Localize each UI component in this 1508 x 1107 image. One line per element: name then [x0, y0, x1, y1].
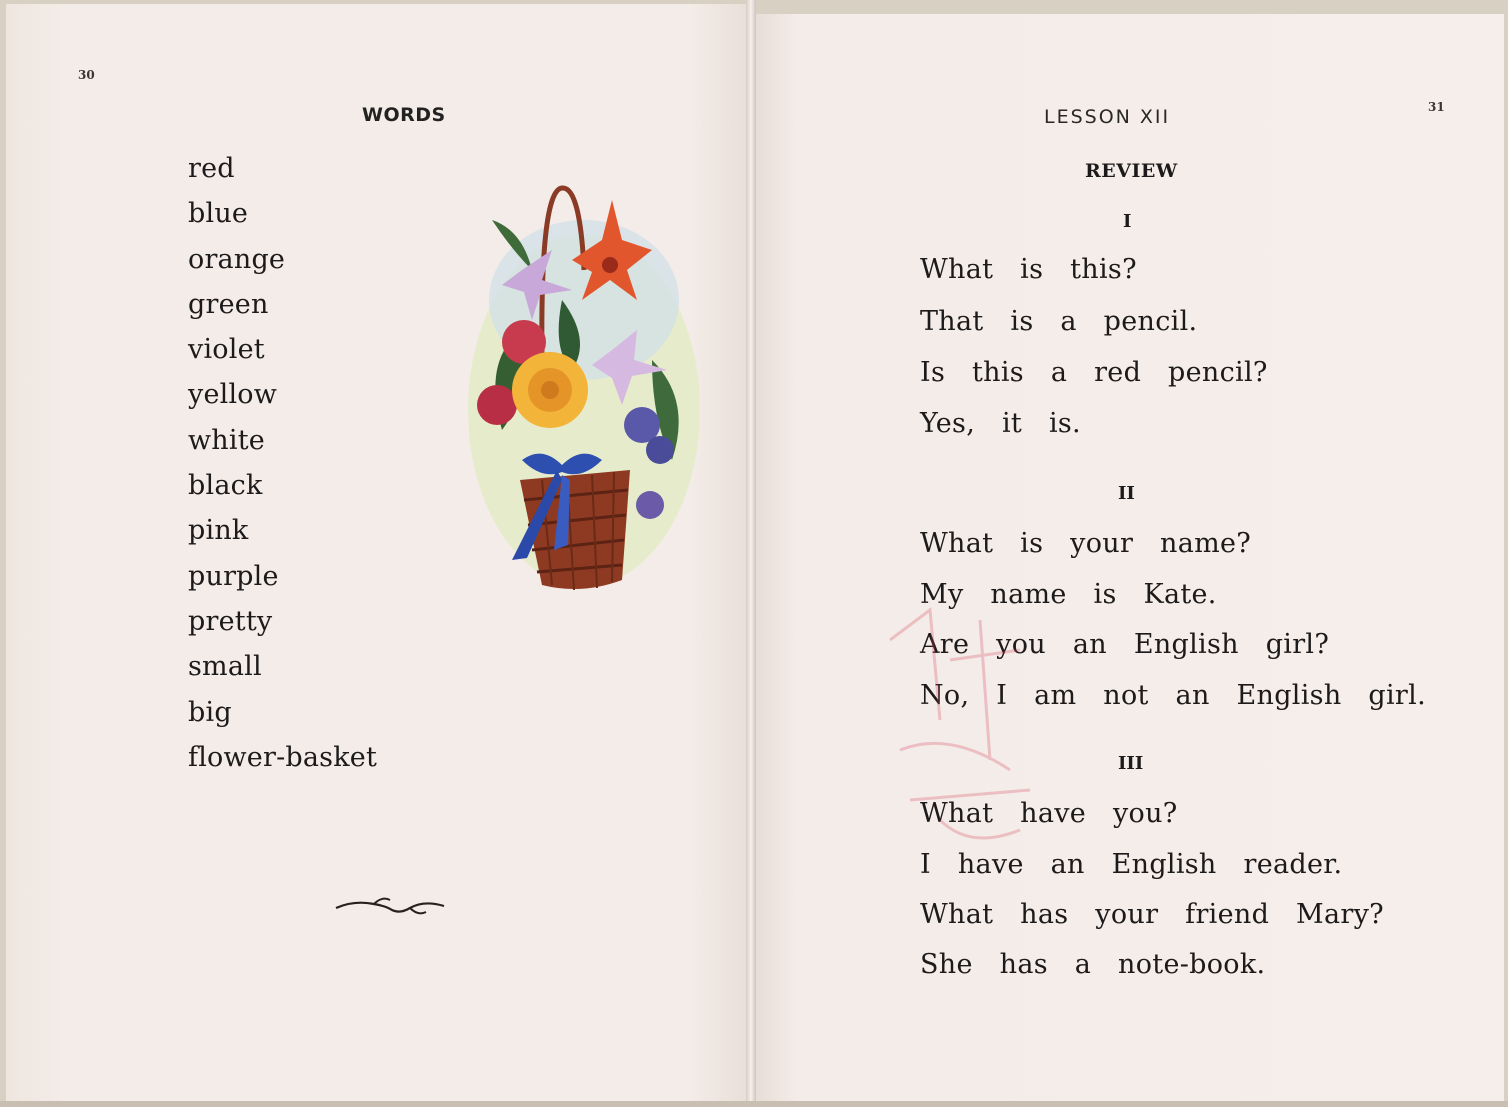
word-item: small — [188, 651, 262, 683]
section-numeral-2: II — [1118, 483, 1135, 504]
dialogue-line: What is your name? — [920, 528, 1252, 559]
dialogue-line: Is this a red pencil? — [920, 357, 1268, 388]
flower-basket-illustration — [462, 180, 712, 600]
word-item: flower-basket — [188, 741, 378, 773]
word-item: yellow — [188, 379, 278, 411]
dialogue-line: Are you an English girl? — [920, 629, 1330, 660]
page-number-right: 31 — [1428, 100, 1445, 114]
word-item: white — [188, 424, 265, 456]
section-numeral-3: III — [1118, 753, 1144, 774]
word-item: black — [188, 470, 263, 502]
dialogue-line: What have you? — [920, 798, 1178, 829]
dialogue-line: That is a pencil. — [920, 306, 1198, 337]
review-heading: REVIEW — [1085, 160, 1178, 182]
word-item: violet — [188, 334, 265, 366]
word-list — [188, 146, 377, 780]
page-number-left: 30 — [78, 68, 95, 82]
book-gutter — [746, 0, 756, 1107]
dialogue-line: What is this? — [920, 254, 1137, 285]
word-item: pretty — [188, 605, 273, 637]
section-numeral-1: I — [1123, 211, 1132, 232]
ornament-divider — [334, 894, 446, 918]
words-heading: WORDS — [362, 104, 446, 126]
dialogue-line: What has your friend Mary? — [920, 899, 1384, 930]
page-edge — [0, 1101, 1508, 1107]
lesson-heading: LESSON XII — [1044, 106, 1171, 128]
dialogue-line: She has a note-book. — [920, 949, 1266, 980]
dialogue-line: No, I am not an English girl. — [920, 680, 1426, 711]
library-stamp — [870, 600, 1070, 860]
word-item: blue — [188, 198, 249, 230]
word-item: big — [188, 696, 232, 728]
word-item: orange — [188, 243, 286, 275]
dialogue-line: Yes, it is. — [920, 408, 1081, 439]
dialogue-line: My name is Kate. — [920, 579, 1217, 610]
dialogue-line: I have an English reader. — [920, 849, 1343, 880]
word-item: red — [188, 153, 235, 184]
word-item: purple — [188, 560, 279, 592]
word-item: green — [188, 288, 269, 320]
word-item: pink — [188, 515, 249, 547]
